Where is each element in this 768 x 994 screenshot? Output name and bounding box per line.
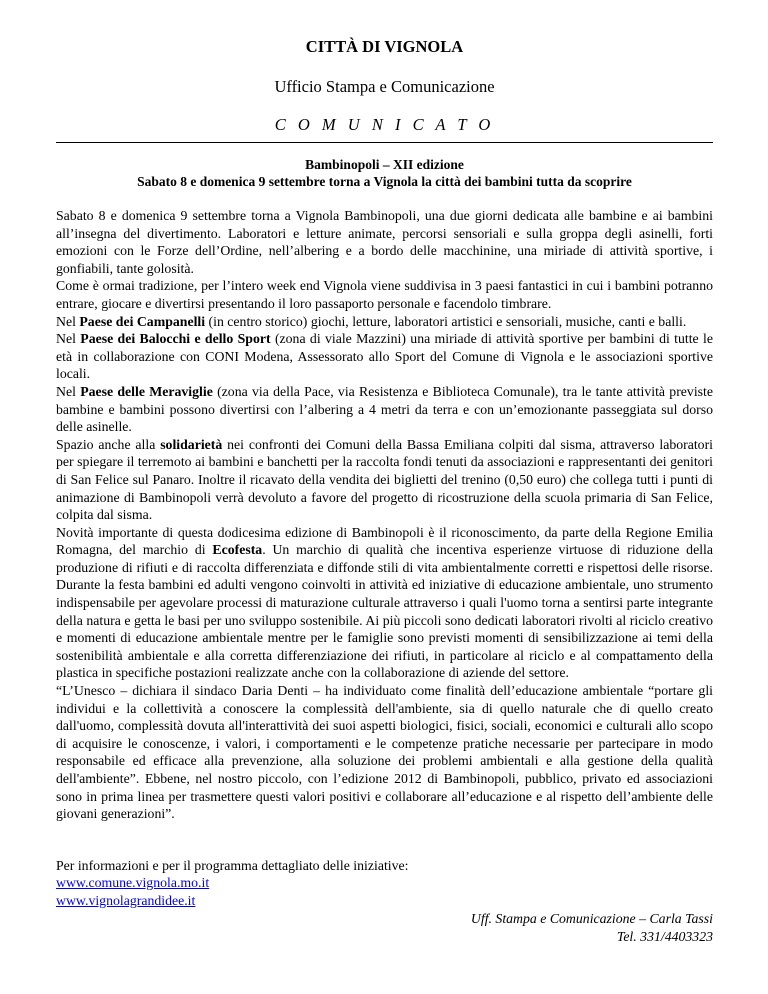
- balocchi-label: Paese dei Balocchi e dello Sport: [80, 331, 271, 347]
- info-intro: Per informazioni e per il programma dettagliato delle iniziative:: [56, 857, 409, 873]
- link-vignola-grandi-idee[interactable]: www.vignolagrandidee.it: [56, 892, 196, 908]
- headline-line-2: Sabato 8 e domenica 9 settembre torna a Vignola la città dei bambini tutta da scoprire: [137, 174, 632, 189]
- campanelli-label: Paese dei Campanelli: [79, 313, 206, 329]
- paragraph-intro: Sabato 8 e domenica 9 settembre torna a Vignola Bambinopoli, una due giorni dedicata alle bambine e ai bambini all’insegna del divertimento. Laboratori e letture animate, percorsi sensoriali e sulla groppa degli asinelli, forti emozioni con le Forze dell’Ordine, nell’albering e a bordo delle macchinine, una miriade di attività sportive, i gonfiabili, tante golosità.: [56, 208, 713, 276]
- paragraph-meraviglie: Nel Paese delle Meraviglie (zona via della Pace, via Resistenza e Biblioteca Comunale), tra le tante attività previste bambine e bambini possono divertirsi con l’albering a 4 metri da terra e con un’emozionante passeggiata sul dorso delle asinelle.: [56, 383, 713, 435]
- headline: [56, 156, 713, 190]
- info-section: [56, 857, 713, 910]
- paragraph-solidarieta: Spazio anche alla solidarietà nei confronti dei Comuni della Bassa Emiliana colpiti dal sisma, attraverso laboratori per spiegare il terremoto ai bambini e banchetti per la raccolta fondi tenuti da associazioni e rappresentanti dei genitori di San Felice sul Panaro. Inoltre il ricavato della vendita dei biglietti del trenino (0,50 euro) che collega tutti i punti di animazione di Bambinopoli verrà devoluto a favore del progetto di ricostruzione della scuola primaria di San Felice, colpita dal sisma.: [56, 436, 714, 523]
- meraviglie-label: Paese delle Meraviglie: [80, 383, 213, 399]
- ecofesta-label: Ecofesta: [212, 542, 263, 558]
- header-divider: [56, 142, 713, 143]
- paragraph-ecofesta: Novità importante di questa dodicesima edizione di Bambinopoli è il riconoscimento, da parte della Regione Emilia Romagna, del marchio di Ecofesta. Un marchio di qualità che incentiva esperienze virtuose di riduzione della produzione di rifiuti e di raccolta differenziata e diffonde stili di vita ambientalmente corretti e rispettosi delle risorse. Durante la festa bambini ed adulti vengono coinvolti in attività ed iniziative di educazione ambientale, uno strumento indispensabile per agevolare processi di maturazione culturale attraverso i quali l'uomo torna a sentirsi parte integrante della natura e getta le basi per uno sviluppo sostenibile. Ai più piccoli sono dedicati laboratori rivolti al riciclo creativo e momenti di educazione ambientale mentre per le famiglie sono previsti momenti di sensibilizzazione ai temi della sostenibilità ambientale e alla corretta differenziazione dei rifiuti, in particolare al riciclo e al compattamento della plastica in specifiche postazioni realizzate anche con la collaborazione di aziende del settore.: [56, 524, 713, 681]
- paragraph-mayor-quote: “L’Unesco – dichiara il sindaco Daria Denti – ha individuato come finalità dell’educazione ambientale “portare gli individui e la collettività a conoscere la complessità dell'ambiente, sia di quello naturale che di quello creato dall'uomo, complessità dovuta all'interattività dei suoi aspetti biologici, fisici, sociali, economici e culturali allo scopo di acquisire le conoscenze, i valori, i comportamenti e le competenze pratiche necessarie per partecipare in modo responsabile ed efficace alla prevenzione, alla soluzione dei problemi ambientali e alla gestione della qualità dell'ambiente”. Ebbene, nel nostro piccolo, con l’edizione 2012 di Bambinopoli, pubblico, privato ed associazioni sono in prima linea per trasmettere questi valori positivi e collaborare all’educazione e al rispetto dell’ambiente delle giovani generazioni”.: [56, 683, 713, 822]
- city-title: CITTÀ DI VIGNOLA: [305, 37, 464, 56]
- signature-phone: Tel. 331/4403323: [616, 929, 713, 944]
- headline-line-1: Bambinopoli – XII edizione: [305, 157, 464, 172]
- signature-office: Uff. Stampa e Comunicazione – Carla Tassi: [470, 911, 713, 926]
- paragraph-tradition: Come è ormai tradizione, per l’intero week end Vignola viene suddivisa in 3 paesi fantastici in cui i bambini potranno entrare, giocare e divertirsi presentando il loro passaporto personale e facendolo timbrare.: [56, 278, 713, 311]
- signature: [471, 910, 713, 946]
- office-subtitle: Ufficio Stampa e Comunicazione: [274, 77, 495, 96]
- paragraph-campanelli: Nel Paese dei Campanelli (in centro storico) giochi, letture, laboratori artistici e sensoriali, musiche, canti e balli.: [56, 313, 687, 329]
- link-comune-vignola[interactable]: www.comune.vignola.mo.it: [56, 875, 210, 891]
- solidarieta-label: solidarietà: [160, 436, 223, 452]
- article-body: [56, 207, 713, 823]
- document-type-label: C O M U N I C A T O: [274, 115, 495, 134]
- paragraph-balocchi: Nel Paese dei Balocchi e dello Sport (zona di viale Mazzini) una miriade di attività sportive per bambini di tutte le età in collaborazione con CONI Modena, Assessorato allo Sport del Comune di Vignola e le associazioni sportive locali.: [56, 331, 713, 382]
- press-release-page: [56, 36, 714, 944]
